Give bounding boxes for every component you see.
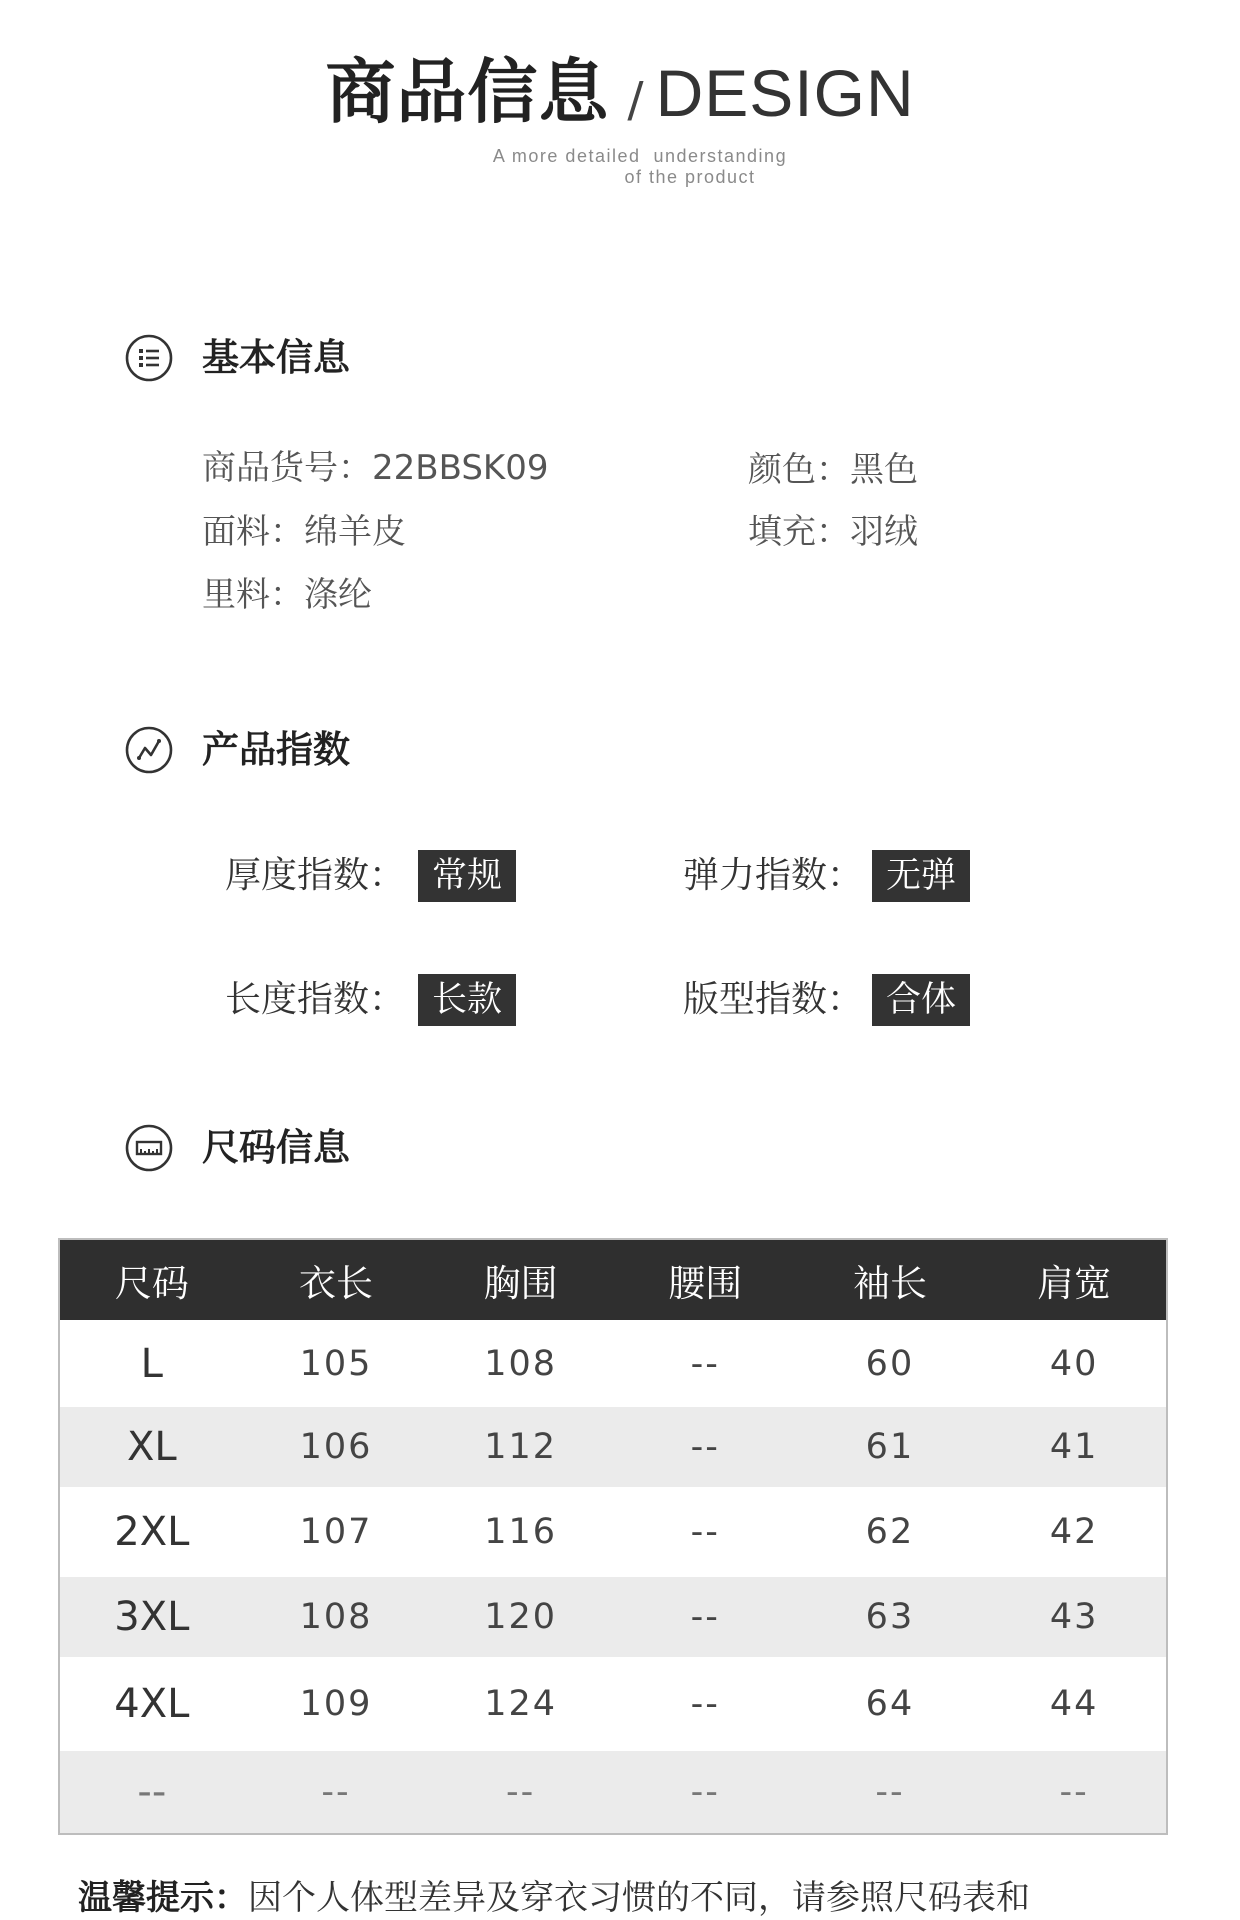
table-cell: 41 bbox=[982, 1407, 1167, 1487]
column-header-chest: 胸围 bbox=[428, 1239, 613, 1320]
table-row bbox=[59, 1751, 1167, 1834]
page-subtitle bbox=[0, 146, 1240, 188]
table-cell: -- bbox=[982, 1751, 1167, 1834]
table-cell: 116 bbox=[428, 1487, 613, 1577]
table-cell: 106 bbox=[244, 1407, 429, 1487]
table-cell: -- bbox=[244, 1751, 429, 1834]
table-cell: 42 bbox=[982, 1487, 1167, 1577]
table-cell: -- bbox=[613, 1487, 798, 1577]
info-item-fabric: 面料：绵羊皮 bbox=[202, 512, 406, 552]
info-item-color: 颜色：黑色 bbox=[748, 450, 918, 490]
table-header-row bbox=[59, 1239, 1167, 1320]
section-title-indices: 产品指数 bbox=[202, 728, 350, 771]
index-label-fit: 版型指数： bbox=[683, 979, 864, 1020]
index-tag-length: 长款 bbox=[418, 974, 516, 1026]
index-label-length: 长度指数： bbox=[225, 979, 406, 1020]
index-tag-thickness: 常规 bbox=[418, 850, 516, 902]
trend-chart-icon bbox=[125, 726, 173, 774]
size-table bbox=[58, 1238, 1168, 1835]
index-label-elasticity: 弹力指数： bbox=[683, 855, 864, 896]
table-cell: 64 bbox=[798, 1657, 983, 1751]
ruler-icon bbox=[125, 1124, 173, 1172]
tip-label: 温馨提示： bbox=[78, 1878, 248, 1918]
info-item-sku: 商品货号：22BBSK09 bbox=[202, 448, 549, 488]
table-row bbox=[59, 1487, 1167, 1577]
table-cell: L bbox=[59, 1320, 244, 1407]
table-row bbox=[59, 1407, 1167, 1487]
table-cell: 120 bbox=[428, 1577, 613, 1657]
table-cell: 61 bbox=[798, 1407, 983, 1487]
table-cell: XL bbox=[59, 1407, 244, 1487]
section-title-size: 尺码信息 bbox=[202, 1126, 350, 1169]
table-cell: 107 bbox=[244, 1487, 429, 1577]
section-title-basic: 基本信息 bbox=[202, 336, 350, 379]
column-header-length: 衣长 bbox=[244, 1239, 429, 1320]
table-cell: 40 bbox=[982, 1320, 1167, 1407]
table-cell: 62 bbox=[798, 1487, 983, 1577]
table-cell: 112 bbox=[428, 1407, 613, 1487]
table-row bbox=[59, 1577, 1167, 1657]
table-row bbox=[59, 1657, 1167, 1751]
title-en: DESIGN bbox=[655, 56, 915, 130]
table-cell: 108 bbox=[428, 1320, 613, 1407]
tip-note bbox=[78, 1878, 1030, 1918]
table-cell: 108 bbox=[244, 1577, 429, 1657]
info-item-filling: 填充：羽绒 bbox=[748, 512, 918, 552]
table-cell: 60 bbox=[798, 1320, 983, 1407]
table-cell: -- bbox=[613, 1577, 798, 1657]
list-icon bbox=[125, 334, 173, 382]
table-cell: 109 bbox=[244, 1657, 429, 1751]
table-cell: 63 bbox=[798, 1577, 983, 1657]
column-header-size: 尺码 bbox=[59, 1239, 244, 1320]
column-header-waist: 腰围 bbox=[613, 1239, 798, 1320]
table-cell: 43 bbox=[982, 1577, 1167, 1657]
table-cell: 124 bbox=[428, 1657, 613, 1751]
column-header-sleeve: 袖长 bbox=[798, 1239, 983, 1320]
table-cell: -- bbox=[613, 1751, 798, 1834]
index-tag-elasticity: 无弹 bbox=[872, 850, 970, 902]
index-label-thickness: 厚度指数： bbox=[225, 855, 406, 896]
column-header-shoulder: 肩宽 bbox=[982, 1239, 1167, 1320]
table-cell: -- bbox=[613, 1320, 798, 1407]
title-cn: 商品信息 bbox=[325, 51, 610, 133]
subtitle-line-2: of the product bbox=[624, 167, 756, 187]
table-cell: 44 bbox=[982, 1657, 1167, 1751]
table-cell: 2XL bbox=[59, 1487, 244, 1577]
tip-text: 因个人体型差异及穿衣习惯的不同，请参照尺码表和 bbox=[248, 1878, 1030, 1918]
table-cell: -- bbox=[613, 1407, 798, 1487]
table-cell: 4XL bbox=[59, 1657, 244, 1751]
subtitle-line-1: A more detailed understanding bbox=[492, 146, 788, 166]
info-item-lining: 里料：涤纶 bbox=[202, 575, 372, 615]
table-cell: -- bbox=[798, 1751, 983, 1834]
table-cell: -- bbox=[613, 1657, 798, 1751]
table-cell: 105 bbox=[244, 1320, 429, 1407]
index-tag-fit: 合体 bbox=[872, 974, 970, 1026]
table-row bbox=[59, 1320, 1167, 1407]
title-slash: / bbox=[627, 72, 644, 128]
table-cell: 3XL bbox=[59, 1577, 244, 1657]
table-cell: -- bbox=[59, 1751, 244, 1834]
table-cell: -- bbox=[428, 1751, 613, 1834]
page-title bbox=[0, 52, 1240, 140]
